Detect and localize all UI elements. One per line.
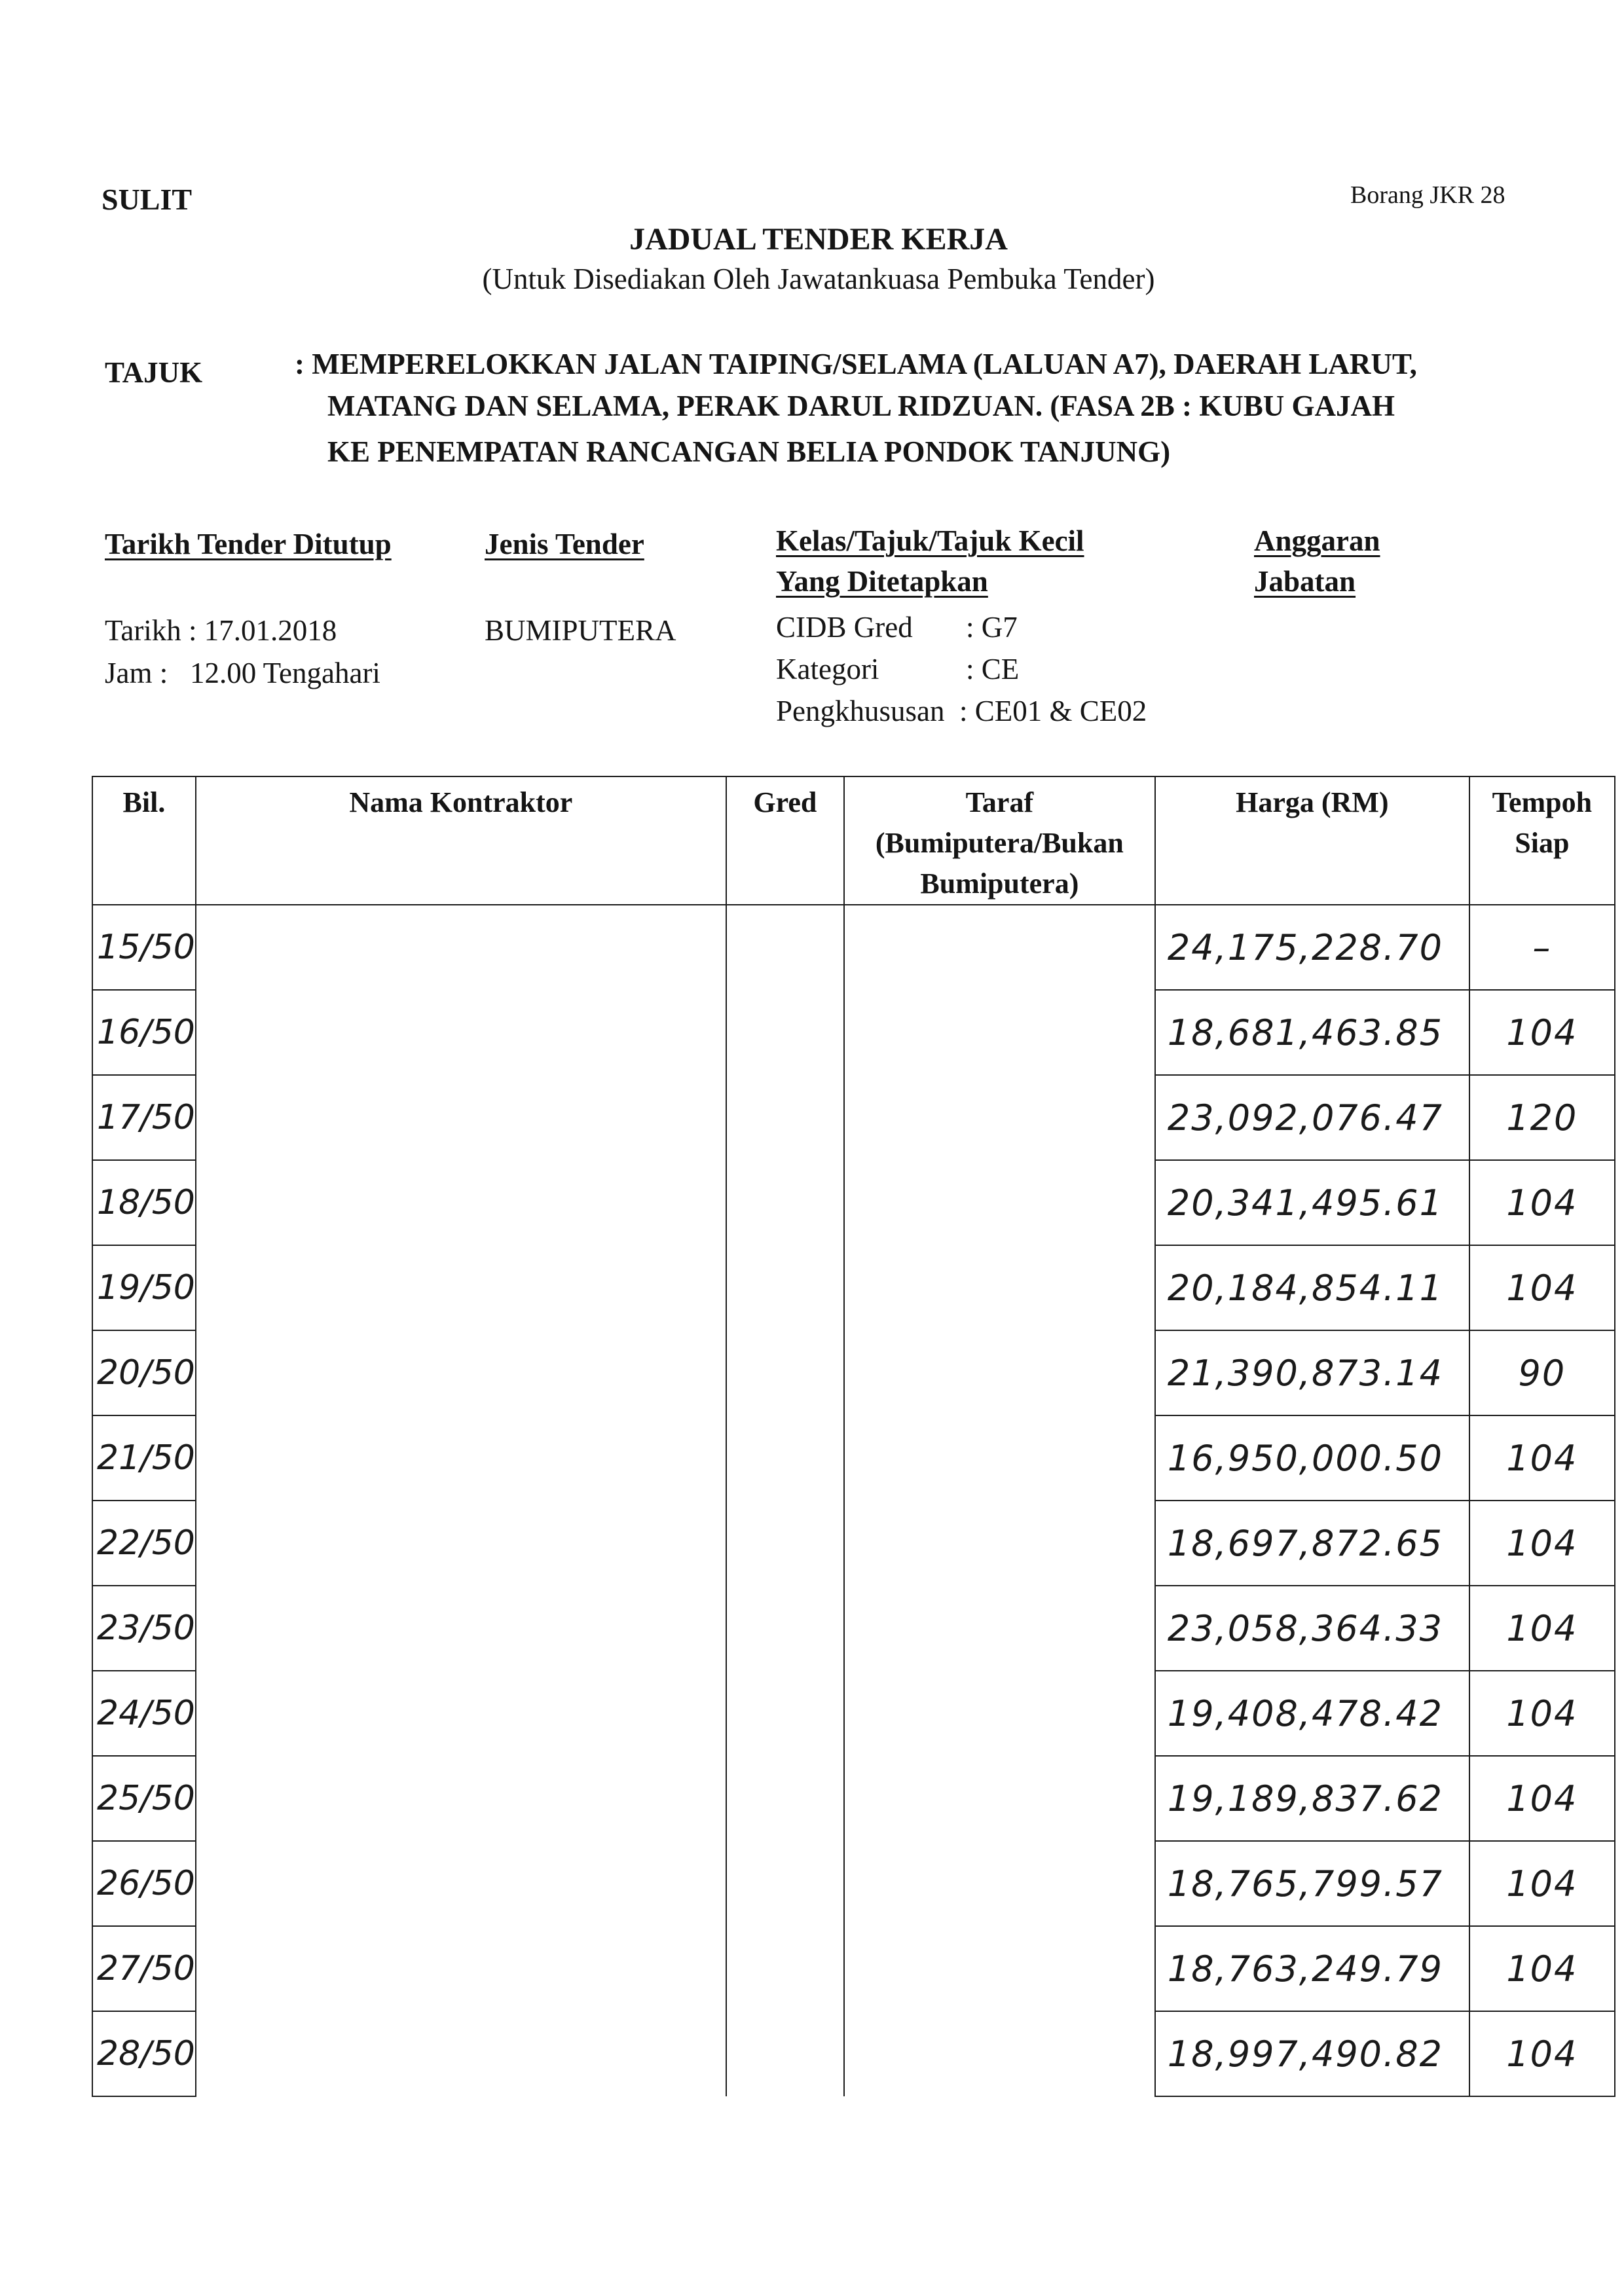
closing-date-header: Tarikh Tender Ditutup [105,528,392,560]
taraf-cell [844,1671,1155,1756]
tempoh-cell [1469,1160,1615,1245]
class-header-line-1: Kelas/Tajuk/Tajuk Kecil [776,524,1084,557]
table-row [92,990,1615,1075]
bil-value: 23/50 [97,1609,195,1648]
tajuk-line-3: KE PENEMPATAN RANCANGAN BELIA PONDOK TANJUNG) [327,435,1171,468]
gred-cell [726,2011,844,2096]
header-taraf-line-2: (Bumiputera/Bukan [875,827,1124,859]
table-row [92,905,1615,990]
tajuk-label: TAJUK [105,356,203,389]
nama-kontraktor-cell [196,1245,726,1330]
nama-kontraktor-cell [196,1501,726,1586]
tempoh-cell [1469,990,1615,1075]
tempoh-value: – [1532,926,1552,968]
bil-cell [92,1415,196,1501]
document-subtitle: (Untuk Disediakan Oleh Jawatankuasa Pembuka Tender) [482,263,1155,295]
form-code: Borang JKR 28 [1350,181,1505,209]
harga-cell [1155,990,1469,1075]
tempoh-cell [1469,1926,1615,2011]
harga-cell [1155,1926,1469,2011]
table-row [92,1075,1615,1160]
tempoh-cell [1469,1501,1615,1586]
harga-value: 18,681,463.85 [1167,1011,1443,1053]
tempoh-cell [1469,1586,1615,1671]
classification-label: SULIT [101,183,193,216]
tempoh-value: 104 [1506,1267,1578,1309]
nama-kontraktor-cell [196,1841,726,1926]
table-row [92,1671,1615,1756]
tajuk-line-1: : MEMPERELOKKAN JALAN TAIPING/SELAMA (LALUAN A7), DAERAH LARUT, [295,348,1417,380]
tempoh-value: 104 [1506,1607,1578,1649]
harga-value: 16,950,000.50 [1167,1437,1443,1479]
bil-cell [92,1330,196,1415]
harga-value: 23,058,364.33 [1167,1607,1443,1649]
bil-cell [92,1841,196,1926]
gred-cell [726,1586,844,1671]
tempoh-cell [1469,1756,1615,1841]
tempoh-value: 104 [1506,1777,1578,1819]
class-header-line-2: Yang Ditetapkan [776,565,988,598]
tender-type-header: Jenis Tender [485,528,644,560]
harga-cell [1155,1330,1469,1415]
taraf-cell [844,1756,1155,1841]
closing-time: Jam : 12.00 Tengahari [105,657,380,689]
harga-value: 19,408,478.42 [1167,1692,1443,1734]
harga-value: 18,697,872.65 [1167,1522,1443,1564]
tempoh-cell [1469,1671,1615,1756]
tempoh-cell [1469,1415,1615,1501]
harga-cell [1155,1671,1469,1756]
harga-value: 18,997,490.82 [1167,2033,1443,2075]
specialisation-value: : CE01 & CE02 [959,695,1147,727]
harga-cell [1155,905,1469,990]
cidb-value: : G7 [966,611,1018,644]
table-row [92,1501,1615,1586]
bil-cell [92,1160,196,1245]
taraf-cell [844,1245,1155,1330]
taraf-cell [844,1075,1155,1160]
taraf-cell [844,1160,1155,1245]
taraf-cell [844,1841,1155,1926]
gred-cell [726,1075,844,1160]
tempoh-value: 104 [1506,1437,1578,1479]
taraf-cell [844,1501,1155,1586]
bil-cell [92,1075,196,1160]
table-header-row [92,776,1615,905]
harga-value: 18,765,799.57 [1167,1863,1443,1904]
bil-value: 15/50 [97,928,195,967]
harga-value: 21,390,873.14 [1167,1352,1443,1394]
taraf-cell [844,1415,1155,1501]
table-row [92,1245,1615,1330]
category-label: Kategori [776,653,879,685]
harga-value: 23,092,076.47 [1167,1097,1443,1139]
table-row [92,2011,1615,2096]
harga-cell [1155,1245,1469,1330]
bil-cell [92,1926,196,2011]
harga-cell [1155,1841,1469,1926]
table-row [92,1926,1615,2011]
cidb-label: CIDB Gred [776,611,913,644]
taraf-cell [844,1586,1155,1671]
table-row [92,1415,1615,1501]
header-bil: Bil. [92,776,196,905]
nama-kontraktor-cell [196,1330,726,1415]
header-tempoh-line-1: Tempoh [1492,786,1593,818]
harga-cell [1155,1501,1469,1586]
bil-value: 25/50 [97,1779,195,1818]
bil-cell [92,905,196,990]
tender-type-value: BUMIPUTERA [485,614,676,647]
harga-cell [1155,1586,1469,1671]
bil-value: 27/50 [97,1949,195,1988]
gred-cell [726,905,844,990]
tempoh-cell [1469,1841,1615,1926]
tempoh-value: 120 [1506,1097,1578,1139]
header-taraf [844,776,1155,905]
taraf-cell [844,1330,1155,1415]
gred-cell [726,1756,844,1841]
harga-value: 19,189,837.62 [1167,1777,1443,1819]
nama-kontraktor-cell [196,1075,726,1160]
bil-cell [92,1501,196,1586]
bil-value: 24/50 [97,1694,195,1733]
tempoh-cell [1469,1075,1615,1160]
bil-cell [92,990,196,1075]
taraf-cell [844,990,1155,1075]
bil-value: 20/50 [97,1353,195,1393]
bil-value: 26/50 [97,1864,195,1903]
bil-cell [92,1245,196,1330]
taraf-cell [844,2011,1155,2096]
harga-value: 24,175,228.70 [1167,926,1443,968]
gred-cell [726,1926,844,2011]
tempoh-value: 90 [1518,1352,1566,1394]
tempoh-value: 104 [1506,2033,1578,2075]
tajuk-line-2: MATANG DAN SELAMA, PERAK DARUL RIDZUAN. (FASA 2B : KUBU GAJAH [327,390,1395,422]
table-row [92,1841,1615,1926]
header-nama-kontraktor: Nama Kontraktor [196,776,726,905]
bil-value: 19/50 [97,1268,195,1307]
tempoh-cell [1469,1330,1615,1415]
header-harga: Harga (RM) [1155,776,1469,905]
tempoh-cell [1469,1245,1615,1330]
bil-value: 21/50 [97,1438,195,1478]
gred-cell [726,990,844,1075]
bil-value: 28/50 [97,2034,195,2073]
gred-cell [726,1841,844,1926]
nama-kontraktor-cell [196,1756,726,1841]
harga-value: 20,184,854.11 [1167,1267,1443,1309]
tempoh-value: 104 [1506,1182,1578,1224]
bil-value: 22/50 [97,1523,195,1563]
estimate-header-line-1: Anggaran [1254,524,1380,557]
nama-kontraktor-cell [196,1415,726,1501]
tempoh-value: 104 [1506,1948,1578,1990]
header-taraf-line-3: Bumiputera) [920,867,1079,900]
harga-cell [1155,1160,1469,1245]
header-tempoh-siap [1469,776,1615,905]
bil-cell [92,1671,196,1756]
bil-value: 16/50 [97,1013,195,1052]
tempoh-cell [1469,905,1615,990]
tempoh-value: 104 [1506,1522,1578,1564]
closing-date: Tarikh : 17.01.2018 [105,614,337,647]
bil-cell [92,2011,196,2096]
nama-kontraktor-cell [196,905,726,990]
tender-table-body [92,905,1615,2096]
bil-value: 17/50 [97,1098,195,1137]
header-gred: Gred [726,776,844,905]
gred-cell [726,1415,844,1501]
table-row [92,1756,1615,1841]
estimate-header-line-2: Jabatan [1254,565,1356,598]
nama-kontraktor-cell [196,1586,726,1671]
harga-cell [1155,1756,1469,1841]
tempoh-value: 104 [1506,1692,1578,1734]
bil-cell [92,1756,196,1841]
bil-cell [92,1586,196,1671]
gred-cell [726,1671,844,1756]
bil-value: 18/50 [97,1183,195,1222]
gred-cell [726,1501,844,1586]
nama-kontraktor-cell [196,2011,726,2096]
tender-table [92,776,1615,2097]
gred-cell [726,1330,844,1415]
nama-kontraktor-cell [196,990,726,1075]
harga-cell [1155,1415,1469,1501]
category-value: : CE [966,653,1020,685]
header-taraf-line-1: Taraf [965,786,1034,818]
harga-cell [1155,1075,1469,1160]
table-row [92,1160,1615,1245]
tempoh-cell [1469,2011,1615,2096]
harga-value: 18,763,249.79 [1167,1948,1443,1990]
harga-value: 20,341,495.61 [1167,1182,1443,1224]
tempoh-value: 104 [1506,1863,1578,1904]
gred-cell [726,1160,844,1245]
tempoh-value: 104 [1506,1011,1578,1053]
harga-cell [1155,2011,1469,2096]
taraf-cell [844,905,1155,990]
gred-cell [726,1245,844,1330]
table-row [92,1586,1615,1671]
nama-kontraktor-cell [196,1926,726,2011]
nama-kontraktor-cell [196,1160,726,1245]
document-title: JADUAL TENDER KERJA [629,222,1008,257]
nama-kontraktor-cell [196,1671,726,1756]
header-tempoh-line-2: Siap [1515,827,1570,859]
table-row [92,1330,1615,1415]
taraf-cell [844,1926,1155,2011]
specialisation-label: Pengkhususan [776,695,945,727]
